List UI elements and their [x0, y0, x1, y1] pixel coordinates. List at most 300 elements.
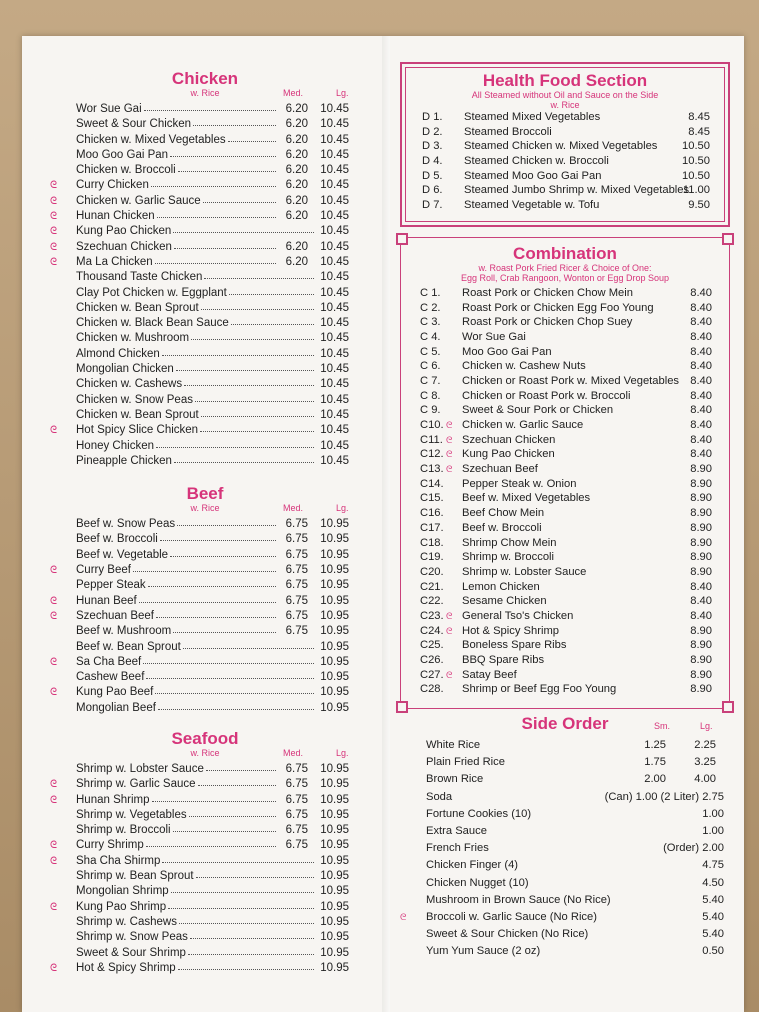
item-price: 8.90 — [690, 624, 712, 637]
price-medium: 6.75 — [285, 824, 308, 837]
side-item-row — [400, 892, 730, 909]
item-price: 8.90 — [690, 463, 712, 476]
item-name: Honey Chicken — [76, 439, 154, 452]
item-price: 11.00 — [682, 184, 710, 197]
item-name: Chicken w. Cashews — [76, 378, 183, 391]
beef-item-row — [50, 548, 360, 563]
item-name: Sweet & Sour Shrimp — [76, 946, 186, 959]
item-price: 8.45 — [688, 111, 710, 123]
spicy-icon: ᘓ — [446, 625, 453, 636]
combination-item-row — [412, 315, 718, 330]
leader-dots — [206, 770, 276, 771]
item-name: Mongolian Shrimp — [76, 885, 169, 898]
item-code: C19. — [420, 551, 444, 564]
leader-dots — [174, 462, 314, 463]
seafood-item-row — [50, 793, 360, 808]
left-column — [50, 70, 360, 976]
price-large: 10.95 — [320, 671, 349, 684]
item-price: 8.40 — [690, 360, 712, 373]
item-price: (Can) 1.00 (2 Liter) 2.75 — [604, 790, 724, 803]
leader-dots — [196, 877, 314, 878]
item-code: C18. — [420, 536, 444, 549]
spicy-icon: ᘓ — [446, 434, 453, 445]
item-name: Hot Spicy Slice Chicken — [76, 424, 199, 437]
item-price: 8.40 — [690, 389, 712, 402]
item-code: C13. — [420, 463, 444, 476]
health-item-row — [414, 154, 716, 169]
chicken-item-row — [50, 408, 360, 423]
item-name: Boneless Spare Ribs — [462, 639, 567, 652]
combination-item-row — [412, 638, 718, 653]
combination-item-row — [412, 462, 718, 477]
item-name: Chicken w. Mixed Vegetables — [76, 133, 226, 146]
seafood-item-row — [50, 777, 360, 792]
item-name: Almond Chicken — [76, 347, 160, 360]
combination-title: Combination — [513, 243, 617, 263]
item-price: 9.50 — [688, 199, 710, 212]
item-name: Shrimp w. Garlic Sauce — [76, 778, 196, 791]
price-medium: 6.20 — [285, 194, 308, 207]
price-medium: 6.20 — [285, 148, 308, 161]
item-name: Mongolian Beef — [76, 701, 156, 714]
price-large: 10.45 — [320, 454, 349, 467]
price-medium: 6.20 — [285, 133, 308, 146]
item-name: Lemon Chicken — [462, 580, 540, 593]
combination-item-row — [412, 668, 718, 683]
price-large: 10.95 — [320, 640, 349, 653]
item-price: 8.90 — [690, 477, 712, 490]
leader-dots — [156, 447, 314, 448]
chicken-item-row — [50, 301, 360, 316]
item-price: 8.90 — [690, 551, 712, 564]
leader-dots — [139, 602, 276, 603]
price-large: 10.95 — [320, 609, 349, 622]
item-price: 10.50 — [682, 140, 710, 153]
item-code: C15. — [420, 492, 444, 505]
price-large: 10.95 — [320, 931, 349, 944]
leader-dots — [198, 785, 276, 786]
item-price: 8.40 — [690, 595, 712, 608]
combination-list — [412, 286, 718, 697]
item-code: C16. — [420, 507, 444, 520]
side-lg-label: Lg. — [700, 721, 713, 732]
item-code: C21. — [420, 580, 444, 593]
item-price: 4.50 — [702, 876, 724, 889]
combination-item-row — [412, 491, 718, 506]
beef-item-row — [50, 563, 360, 578]
chicken-item-row — [50, 102, 360, 117]
chicken-item-row — [50, 347, 360, 362]
combination-item-row — [412, 536, 718, 551]
chicken-item-row — [50, 178, 360, 193]
price-medium: 6.20 — [285, 103, 308, 115]
price-medium: 6.20 — [285, 179, 308, 192]
price-large: 10.95 — [320, 579, 349, 592]
item-name: Steamed Moo Goo Gai Pan — [464, 169, 602, 182]
chicken-med-label: Med. — [283, 88, 304, 98]
item-name: Wor Sue Gai — [462, 330, 526, 343]
item-name: Clay Pot Chicken w. Eggplant — [76, 286, 227, 299]
leader-dots — [155, 263, 276, 264]
price-small: 1.25 — [644, 739, 666, 752]
spicy-icon: ᘓ — [50, 794, 58, 806]
chicken-item-row — [50, 439, 360, 454]
leader-dots — [184, 385, 314, 386]
chicken-item-row — [50, 148, 360, 163]
chicken-header — [50, 88, 360, 102]
price-large: 10.45 — [320, 133, 349, 146]
chicken-sub: w. Rice — [190, 88, 220, 98]
item-code: C 6. — [420, 360, 441, 373]
price-large: 10.95 — [320, 548, 349, 561]
price-large: 10.95 — [320, 946, 349, 959]
item-name: Shrimp w. Cashews — [76, 915, 177, 928]
leader-dots — [176, 370, 314, 371]
price-large: 10.95 — [320, 518, 349, 531]
item-name: Steamed Chicken w. Broccoli — [464, 155, 609, 168]
item-name: Chicken w. Garlic Sauce — [462, 419, 584, 431]
item-name: Moo Goo Gai Pan — [76, 148, 169, 161]
item-name: Chicken Finger (4) — [426, 859, 519, 872]
item-price: 8.40 — [690, 580, 712, 593]
leader-dots — [193, 125, 276, 126]
side-item-row — [400, 926, 730, 943]
item-name: Satay Beef — [462, 668, 517, 681]
item-name: Mongolian Chicken — [76, 363, 174, 376]
item-price: 8.90 — [690, 565, 712, 578]
price-large: 10.45 — [320, 271, 349, 284]
price-large: 10.95 — [320, 870, 349, 883]
item-code: C 7. — [420, 374, 441, 387]
item-name: Shrimp w. Broccoli — [76, 824, 171, 837]
side-item-row — [400, 789, 730, 806]
price-medium: 6.75 — [285, 594, 308, 607]
leader-dots — [190, 938, 314, 939]
leader-dots — [200, 431, 314, 432]
item-code: D 3. — [422, 140, 443, 153]
beef-item-row — [50, 578, 360, 593]
item-price: 8.90 — [690, 492, 712, 505]
health-sub1: All Steamed without Oil and Sauce on the Side — [471, 90, 659, 100]
side-item-row — [400, 943, 730, 960]
price-large: 10.45 — [320, 148, 349, 161]
price-large: 10.95 — [320, 778, 349, 791]
item-code: C 4. — [420, 330, 441, 343]
health-sub2: w. Rice — [550, 100, 580, 110]
price-large: 10.45 — [320, 240, 349, 253]
leader-dots — [203, 202, 276, 203]
combination-item-row — [412, 301, 718, 316]
item-price: 1.00 — [702, 825, 724, 837]
item-code: C 3. — [420, 316, 441, 329]
item-code: C 5. — [420, 345, 441, 358]
item-name: Curry Shrimp — [76, 839, 144, 852]
price-large: 10.95 — [320, 762, 349, 775]
leader-dots — [158, 709, 314, 710]
item-name: Chicken or Roast Pork w. Broccoli — [462, 389, 631, 402]
price-large: 10.95 — [320, 793, 349, 806]
leader-dots — [155, 693, 314, 694]
item-code: C28. — [420, 683, 444, 696]
combination-item-row — [412, 506, 718, 521]
item-name: BBQ Spare Ribs — [462, 654, 545, 666]
side-sm-label: Sm. — [654, 721, 671, 732]
beef-item-row — [50, 609, 360, 624]
item-name: Chicken w. Bean Sprout — [76, 408, 199, 421]
leader-dots — [162, 355, 314, 356]
item-price: 10.50 — [682, 155, 710, 168]
leader-dots — [201, 309, 314, 310]
item-name: Pepper Steak — [76, 579, 146, 592]
leader-dots — [228, 141, 276, 142]
leader-dots — [143, 663, 314, 664]
spicy-icon: ᘓ — [50, 855, 58, 867]
side-title: Side Order — [521, 714, 609, 734]
price-medium: 6.75 — [285, 609, 308, 622]
price-medium: 6.75 — [285, 793, 308, 806]
price-large: 10.95 — [320, 915, 349, 928]
item-code: C 2. — [420, 301, 441, 314]
item-code: C24. — [420, 624, 444, 637]
seafood-item-row — [50, 915, 360, 930]
health-item-row — [414, 125, 716, 140]
beef-item-row — [50, 655, 360, 670]
item-code: C25. — [420, 639, 444, 652]
seafood-item-row — [50, 946, 360, 961]
item-price: 8.90 — [690, 521, 712, 534]
item-name: Chicken w. Broccoli — [76, 164, 176, 177]
price-medium: 6.20 — [285, 164, 308, 177]
chicken-title: Chicken — [171, 69, 239, 88]
item-code: C14. — [420, 477, 444, 490]
combination-item-row — [412, 550, 718, 565]
leader-dots — [195, 401, 314, 402]
price-large: 10.95 — [320, 961, 349, 974]
health-item-row — [414, 169, 716, 184]
item-price: 8.40 — [690, 433, 712, 446]
item-code: D 4. — [422, 155, 443, 168]
side-item-row — [400, 875, 730, 892]
leader-dots — [178, 969, 314, 970]
leader-dots — [201, 416, 314, 417]
leader-dots — [178, 171, 276, 172]
leader-dots — [171, 892, 314, 893]
combination-item-row — [412, 433, 718, 448]
item-price: 8.40 — [690, 301, 712, 314]
item-name: Roast Pork or Chicken Egg Foo Young — [462, 301, 654, 314]
chicken-item-row — [50, 133, 360, 148]
price-large: 10.45 — [320, 439, 349, 452]
item-name: Sha Cha Shirmp — [76, 854, 161, 867]
item-name: Extra Sauce — [426, 825, 487, 837]
seafood-item-row — [50, 961, 360, 976]
item-name: Beef w. Broccoli — [76, 533, 158, 546]
combination-item-row — [412, 594, 718, 609]
combination-sub1: w. Roast Pork Fried Ricer & Choice of One: — [478, 262, 652, 273]
item-name: Wor Sue Gai — [76, 103, 142, 115]
price-large: 10.45 — [320, 378, 349, 391]
spicy-icon: ᘓ — [446, 669, 453, 680]
beef-item-row — [50, 701, 360, 716]
price-medium: 6.20 — [285, 210, 308, 223]
item-name: Pineapple Chicken — [76, 454, 172, 467]
item-name: White Rice — [426, 739, 481, 752]
item-name: Curry Beef — [76, 564, 131, 577]
combination-item-row — [412, 389, 718, 404]
price-medium: 6.20 — [285, 240, 308, 253]
leader-dots — [146, 846, 276, 847]
item-name: Curry Chicken — [76, 179, 149, 192]
side-item-row — [400, 823, 730, 840]
price-large: 10.45 — [320, 332, 349, 345]
seafood-item-row — [50, 884, 360, 899]
item-code: C26. — [420, 654, 444, 666]
chicken-item-row — [50, 255, 360, 270]
item-name: Chicken w. Mushroom — [76, 332, 190, 345]
price-large: 10.45 — [320, 103, 349, 115]
price-large: 10.45 — [320, 179, 349, 192]
item-code: C 9. — [420, 404, 441, 417]
item-code: C 1. — [420, 286, 441, 299]
item-name: Shrimp or Beef Egg Foo Young — [462, 683, 617, 696]
seafood-title: Seafood — [171, 728, 239, 748]
health-item-row — [414, 198, 716, 213]
spicy-icon: ᘓ — [446, 420, 453, 430]
spicy-icon: ᘓ — [50, 565, 58, 577]
leader-dots — [148, 586, 276, 587]
item-name: Pepper Steak w. Onion — [462, 477, 577, 490]
seafood-item-row — [50, 808, 360, 823]
beef-lg-label: Lg. — [336, 503, 349, 514]
price-medium: 6.75 — [285, 762, 308, 775]
item-name: Beef w. Mushroom — [76, 625, 172, 638]
item-code: C20. — [420, 565, 444, 578]
leader-dots — [144, 110, 276, 111]
beef-item-row — [50, 594, 360, 609]
combination-item-row — [412, 609, 718, 624]
price-large: 10.95 — [320, 564, 349, 577]
price-medium: 6.75 — [285, 778, 308, 791]
price-medium: 6.75 — [285, 564, 308, 577]
spicy-icon: ᘓ — [446, 449, 453, 460]
item-name: Szechuan Chicken — [462, 433, 556, 446]
side-item-row — [400, 909, 730, 926]
item-name: Fortune Cookies (10) — [426, 807, 532, 820]
seafood-sub: w. Rice — [190, 747, 220, 758]
leader-dots — [177, 525, 276, 526]
chicken-item-row — [50, 423, 360, 438]
seafood-item-row — [50, 900, 360, 915]
combination-item-row — [412, 403, 718, 418]
price-small: 2.00 — [644, 773, 666, 786]
price-medium: 6.75 — [285, 625, 308, 638]
combination-item-row — [412, 521, 718, 536]
price-large: 10.45 — [320, 424, 349, 437]
item-name: Steamed Vegetable w. Tofu — [464, 199, 600, 212]
item-name: Shrimp w. Lobster Sauce — [76, 762, 204, 775]
item-name: Hot & Spicy Shrimp — [462, 624, 559, 637]
price-large: 10.95 — [320, 625, 349, 638]
item-name: Brown Rice — [426, 773, 484, 786]
leader-dots — [231, 324, 314, 325]
price-medium: 6.75 — [285, 839, 308, 852]
price-medium: 6.20 — [285, 255, 308, 268]
item-code: C10. — [420, 419, 444, 431]
leader-dots — [133, 571, 276, 572]
item-name: Chicken w. Bean Sprout — [76, 301, 199, 314]
seafood-section — [50, 730, 360, 976]
side-item-row — [400, 806, 730, 823]
leader-dots — [170, 156, 276, 157]
item-price: 8.90 — [690, 683, 712, 696]
item-name: General Tso's Chicken — [462, 609, 574, 622]
leader-dots — [189, 816, 276, 817]
health-item-row — [414, 183, 716, 198]
spicy-icon: ᘓ — [50, 256, 58, 268]
item-price: 8.40 — [690, 419, 712, 431]
item-price: 8.90 — [690, 639, 712, 652]
leader-dots — [170, 556, 276, 557]
item-name: Chicken w. Black Bean Sauce — [76, 317, 229, 330]
chicken-item-row — [50, 331, 360, 346]
item-name: Beef w. Vegetable — [76, 548, 169, 561]
chicken-item-row — [50, 240, 360, 255]
item-price: (Order) 2.00 — [663, 842, 724, 855]
combination-item-row — [412, 565, 718, 580]
item-name: Shrimp Chow Mein — [462, 536, 557, 549]
item-name: Shrimp w. Lobster Sauce — [462, 565, 587, 578]
price-large: 2.25 — [694, 739, 716, 752]
seafood-list — [50, 762, 360, 976]
price-large: 3.25 — [694, 756, 716, 769]
item-price: 5.40 — [702, 928, 724, 941]
chicken-item-row — [50, 393, 360, 408]
combination-sub2: Egg Roll, Crab Rangoon, Wonton or Egg Drop Soup — [461, 272, 669, 283]
beef-item-row — [50, 640, 360, 655]
item-name: Beef w. Mixed Vegetables — [462, 492, 591, 505]
leader-dots — [160, 540, 276, 541]
item-name: French Fries — [426, 842, 489, 855]
item-name: Kung Pao Shrimp — [76, 900, 167, 913]
spicy-icon: ᘓ — [50, 840, 58, 852]
item-name: Szechuan Chicken — [76, 240, 172, 253]
spicy-icon: ᘓ — [50, 211, 58, 223]
item-name: Chicken w. Cashew Nuts — [462, 360, 586, 373]
chicken-item-row — [50, 286, 360, 301]
combination-item-row — [412, 418, 718, 433]
item-name: Chicken w. Garlic Sauce — [76, 194, 201, 207]
item-code: D 5. — [422, 169, 443, 182]
seafood-header — [50, 748, 360, 762]
chicken-item-row — [50, 270, 360, 285]
side-item-row — [400, 840, 730, 857]
item-price: 8.40 — [690, 609, 712, 622]
price-medium: 6.75 — [285, 808, 308, 821]
item-name: Kung Pao Chicken — [462, 448, 555, 461]
beef-item-row — [50, 532, 360, 547]
combination-item-row — [412, 286, 718, 301]
leader-dots — [188, 954, 314, 955]
item-name: Hunan Shrimp — [76, 793, 150, 806]
item-name: Beef w. Bean Sprout — [76, 640, 181, 653]
combination-item-row — [412, 624, 718, 639]
health-box — [400, 62, 730, 227]
price-medium: 6.75 — [285, 518, 308, 531]
item-name: Chicken or Roast Pork w. Mixed Vegetables — [462, 374, 680, 387]
item-code: C12. — [420, 448, 444, 461]
combination-item-row — [412, 477, 718, 492]
price-large: 10.95 — [320, 900, 349, 913]
